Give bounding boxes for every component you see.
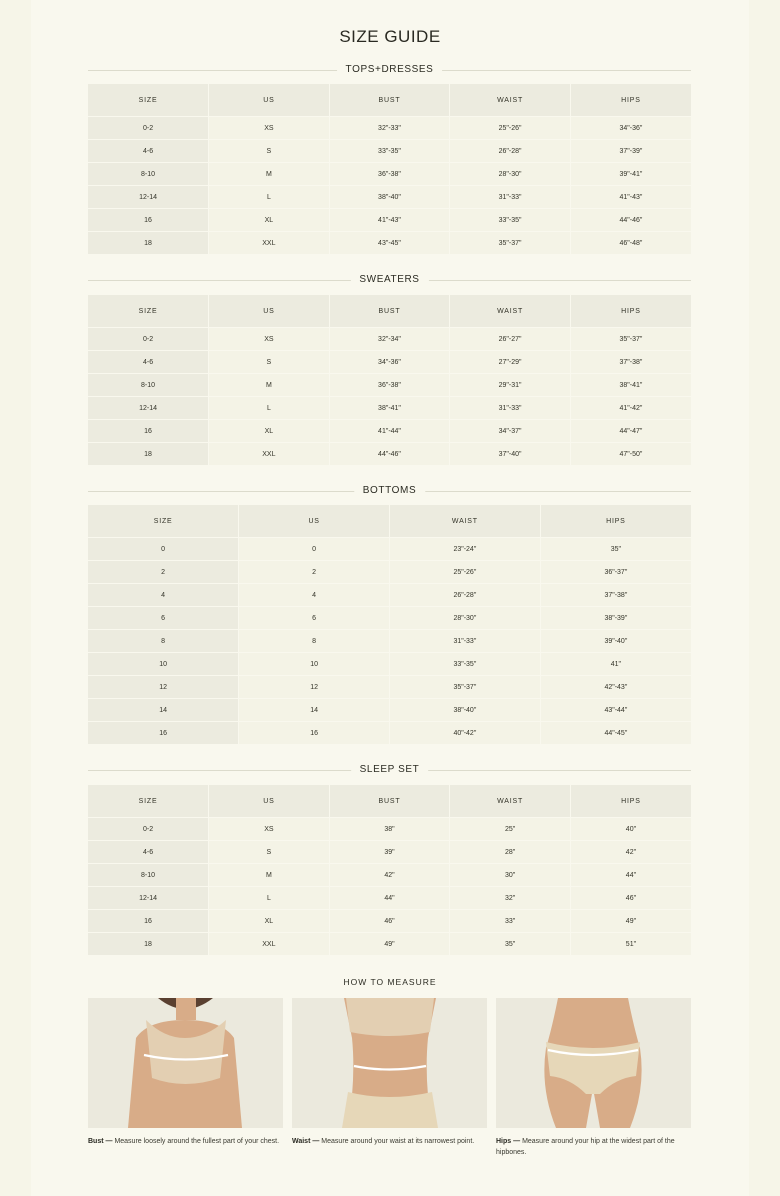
table-cell: 16 [88, 910, 209, 933]
table-cell: 36"-38" [329, 374, 450, 397]
table-cell: 35" [540, 538, 691, 561]
table-row [88, 163, 691, 186]
column-header: BUST [329, 295, 450, 328]
table-cell: 8-10 [88, 163, 209, 186]
table-row [88, 209, 691, 232]
table-cell: 33"-35" [450, 209, 571, 232]
table-cell: 14 [88, 699, 239, 722]
table-cell: 34"-36" [570, 117, 691, 140]
column-header: US [239, 505, 390, 538]
column-header: US [209, 785, 330, 818]
section-title: TOPS+DRESSES [337, 62, 443, 78]
table-cell: 23"-24" [390, 538, 541, 561]
table-cell: 12-14 [88, 397, 209, 420]
table-cell: 28"-30" [450, 163, 571, 186]
table-cell: 41"-43" [329, 209, 450, 232]
table-cell: 44"-46" [329, 443, 450, 466]
size-guide-panel [31, 0, 749, 1196]
table-cell: 8-10 [88, 374, 209, 397]
table-cell: 4 [239, 584, 390, 607]
table-cell: 35"-37" [450, 232, 571, 255]
table-cell: 26"-28" [450, 140, 571, 163]
table-cell: 41"-44" [329, 420, 450, 443]
table-cell: 0 [239, 538, 390, 561]
table-cell: 28"-30" [390, 607, 541, 630]
how-to-measure-heading: HOW TO MEASURE [343, 977, 437, 987]
column-header: HIPS [540, 505, 691, 538]
table-cell: 16 [88, 420, 209, 443]
section-title: BOTTOMS [354, 483, 425, 499]
table-row [88, 351, 691, 374]
table-cell: 0-2 [88, 328, 209, 351]
size-table-sweaters [88, 295, 691, 465]
column-header: SIZE [88, 295, 209, 328]
table-cell: 18 [88, 232, 209, 255]
table-cell: 6 [88, 607, 239, 630]
table-cell: 28" [450, 841, 571, 864]
size-table-tops-dresses [88, 84, 691, 254]
table-cell: 46" [570, 887, 691, 910]
table-cell: 46"-48" [570, 232, 691, 255]
table-cell: L [209, 887, 330, 910]
measure-card-waist [292, 998, 487, 1147]
table-row [88, 607, 691, 630]
table-row [88, 910, 691, 933]
column-header: WAIST [450, 785, 571, 818]
table-cell: 44"-45" [540, 722, 691, 745]
table-row [88, 818, 691, 841]
table-cell: 4-6 [88, 351, 209, 374]
table-cell: S [209, 841, 330, 864]
table-cell: 30" [450, 864, 571, 887]
table-cell: 26"-28" [390, 584, 541, 607]
column-header: BUST [329, 84, 450, 117]
page-title: SIZE GUIDE [339, 27, 441, 46]
table-cell: 41"-43" [570, 186, 691, 209]
table-row [88, 232, 691, 255]
table-cell: 27"-29" [450, 351, 571, 374]
table-row [88, 443, 691, 466]
table-row [88, 584, 691, 607]
table-cell: 36"-38" [329, 163, 450, 186]
table-row [88, 374, 691, 397]
table-cell: XS [209, 117, 330, 140]
table-cell: 34"-36" [329, 351, 450, 374]
table-cell: 25" [450, 818, 571, 841]
table-cell: 4 [88, 584, 239, 607]
column-header: HIPS [570, 295, 691, 328]
table-cell: 0 [88, 538, 239, 561]
table-cell: 0-2 [88, 818, 209, 841]
table-header-row [88, 84, 691, 117]
table-cell: 18 [88, 443, 209, 466]
table-cell: 44"-46" [570, 209, 691, 232]
table-cell: 43"-44" [540, 699, 691, 722]
table-cell: 43"-45" [329, 232, 450, 255]
table-row [88, 864, 691, 887]
table-cell: 42" [570, 841, 691, 864]
table-cell: 10 [88, 653, 239, 676]
table-cell: 16 [88, 209, 209, 232]
table-cell: XXL [209, 933, 330, 956]
table-cell: 47"-50" [570, 443, 691, 466]
column-header: US [209, 295, 330, 328]
table-cell: 4-6 [88, 841, 209, 864]
table-cell: 18 [88, 933, 209, 956]
table-cell: XS [209, 328, 330, 351]
table-cell: 38"-41" [329, 397, 450, 420]
table-cell: 6 [239, 607, 390, 630]
table-cell: 2 [239, 561, 390, 584]
table-cell: 25"-26" [450, 117, 571, 140]
table-cell: M [209, 864, 330, 887]
table-cell: 12 [88, 676, 239, 699]
table-row [88, 328, 691, 351]
table-cell: 16 [239, 722, 390, 745]
table-cell: 32"-34" [329, 328, 450, 351]
table-row [88, 561, 691, 584]
table-cell: 14 [239, 699, 390, 722]
table-cell: 40"-42" [390, 722, 541, 745]
table-header-row [88, 295, 691, 328]
table-cell: 37"-38" [570, 351, 691, 374]
table-cell: 40" [570, 818, 691, 841]
table-cell: 49" [329, 933, 450, 956]
section-title: SWEATERS [350, 272, 428, 288]
table-cell: 2 [88, 561, 239, 584]
size-table-sleep-set [88, 785, 691, 955]
table-cell: 29"-31" [450, 374, 571, 397]
table-cell: 42"-43" [540, 676, 691, 699]
table-row [88, 117, 691, 140]
table-cell: 8 [239, 630, 390, 653]
column-header: WAIST [450, 84, 571, 117]
table-cell: 35" [450, 933, 571, 956]
column-header: SIZE [88, 505, 239, 538]
table-row [88, 397, 691, 420]
table-cell: 31"-33" [450, 397, 571, 420]
table-cell: 38" [329, 818, 450, 841]
table-cell: 36"-37" [540, 561, 691, 584]
table-cell: 39"-41" [570, 163, 691, 186]
column-header: SIZE [88, 84, 209, 117]
table-row [88, 630, 691, 653]
table-cell: 32"-33" [329, 117, 450, 140]
table-row [88, 841, 691, 864]
table-row [88, 186, 691, 209]
table-cell: 31"-33" [450, 186, 571, 209]
table-cell: 35"-37" [570, 328, 691, 351]
table-cell: 39" [329, 841, 450, 864]
column-header: HIPS [570, 785, 691, 818]
table-cell: XL [209, 910, 330, 933]
table-cell: 41"-42" [570, 397, 691, 420]
table-row [88, 538, 691, 561]
column-header: WAIST [390, 505, 541, 538]
bust-measure-image [88, 998, 283, 1128]
table-cell: 25"-26" [390, 561, 541, 584]
table-cell: 35"-37" [390, 676, 541, 699]
table-cell: M [209, 163, 330, 186]
table-cell: 38"-40" [329, 186, 450, 209]
table-cell: 42" [329, 864, 450, 887]
column-header: SIZE [88, 785, 209, 818]
table-cell: 12-14 [88, 186, 209, 209]
hips-measure-image [496, 998, 691, 1128]
size-table-bottoms [88, 505, 691, 744]
table-cell: 32" [450, 887, 571, 910]
table-cell: 51" [570, 933, 691, 956]
measure-card-hips [496, 998, 691, 1158]
waist-caption: Waist — Measure around your waist at its narrowest point. [292, 1138, 475, 1145]
table-cell: 26"-27" [450, 328, 571, 351]
table-cell: 37"-39" [570, 140, 691, 163]
table-cell: 33"-35" [390, 653, 541, 676]
table-cell: 34"-37" [450, 420, 571, 443]
table-cell: 38"-40" [390, 699, 541, 722]
table-row [88, 699, 691, 722]
waist-measure-image [292, 998, 487, 1128]
table-cell: L [209, 186, 330, 209]
table-cell: XL [209, 420, 330, 443]
table-cell: 10 [239, 653, 390, 676]
table-row [88, 420, 691, 443]
table-row [88, 653, 691, 676]
table-row [88, 887, 691, 910]
section-heading-tops-dresses [88, 62, 691, 78]
column-header: WAIST [450, 295, 571, 328]
table-cell: 44" [329, 887, 450, 910]
section-heading-sweaters [88, 272, 691, 288]
table-cell: 31"-33" [390, 630, 541, 653]
table-cell: 44"-47" [570, 420, 691, 443]
table-row [88, 676, 691, 699]
table-cell: 33" [450, 910, 571, 933]
table-cell: M [209, 374, 330, 397]
table-row [88, 722, 691, 745]
table-cell: 46" [329, 910, 450, 933]
table-cell: XXL [209, 443, 330, 466]
bust-caption: Bust — Measure loosely around the fullest part of your chest. [88, 1138, 280, 1145]
section-title: SLEEP SET [351, 762, 429, 778]
table-cell: 8-10 [88, 864, 209, 887]
table-cell: 16 [88, 722, 239, 745]
table-header-row [88, 785, 691, 818]
table-cell: 38"-41" [570, 374, 691, 397]
section-heading-bottoms [88, 483, 691, 499]
table-cell: 38"-39" [540, 607, 691, 630]
table-cell: 0-2 [88, 117, 209, 140]
hips-caption: Hips — Measure around your hip at the widest part of the hipbones. [496, 1138, 675, 1156]
measure-card-bust [88, 998, 283, 1147]
table-cell: L [209, 397, 330, 420]
table-cell: 12 [239, 676, 390, 699]
table-cell: 41" [540, 653, 691, 676]
section-heading-sleep-set [88, 762, 691, 778]
table-cell: 49" [570, 910, 691, 933]
table-cell: 37"-40" [450, 443, 571, 466]
table-cell: S [209, 140, 330, 163]
table-cell: S [209, 351, 330, 374]
column-header: BUST [329, 785, 450, 818]
column-header: US [209, 84, 330, 117]
table-cell: 44" [570, 864, 691, 887]
table-cell: XL [209, 209, 330, 232]
table-cell: 12-14 [88, 887, 209, 910]
table-cell: 39"-40" [540, 630, 691, 653]
table-cell: 8 [88, 630, 239, 653]
table-header-row [88, 505, 691, 538]
table-cell: 37"-38" [540, 584, 691, 607]
table-row [88, 140, 691, 163]
column-header: HIPS [570, 84, 691, 117]
table-cell: XS [209, 818, 330, 841]
table-row [88, 933, 691, 956]
table-cell: XXL [209, 232, 330, 255]
table-cell: 4-6 [88, 140, 209, 163]
table-cell: 33"-35" [329, 140, 450, 163]
